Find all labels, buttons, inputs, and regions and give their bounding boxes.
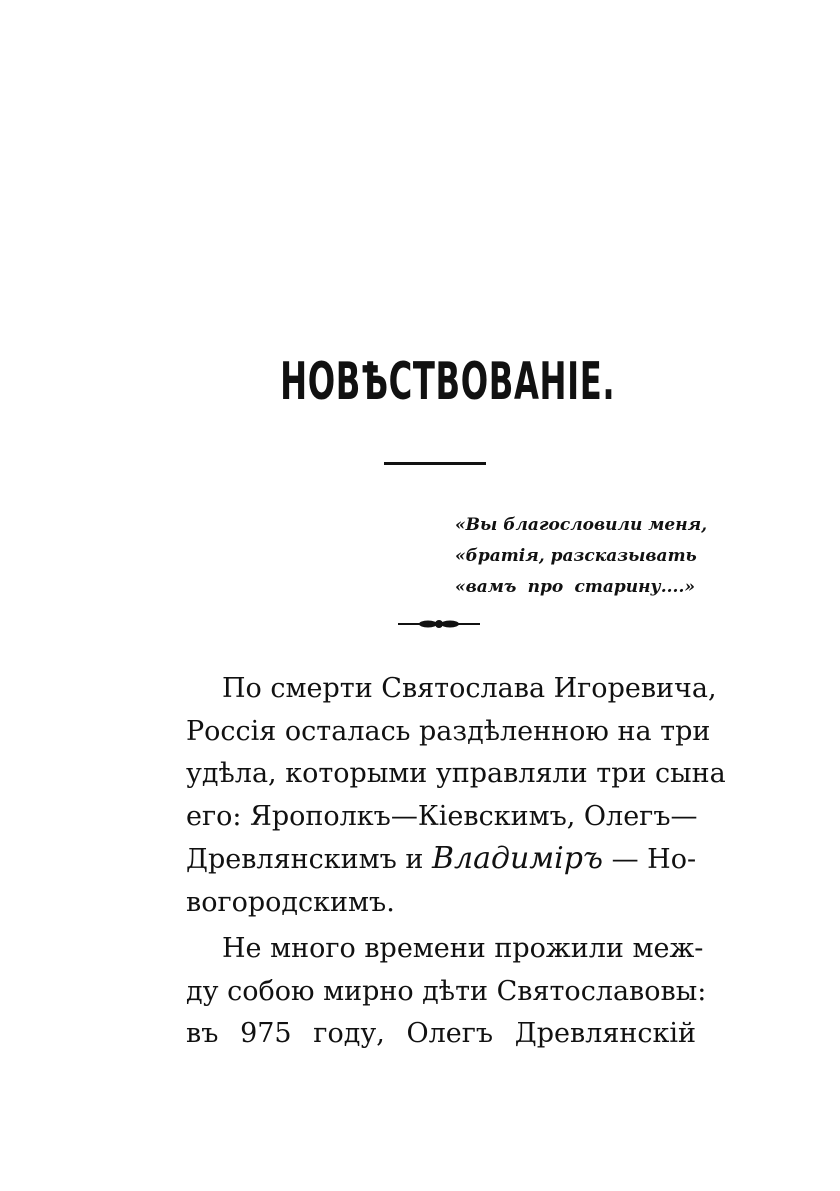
italic-name: Владиміръ: [431, 841, 603, 876]
epigraph-line: «Вы благословили меня,: [455, 515, 708, 535]
paragraph-line: удѣла, которыми управляли три сына: [186, 758, 726, 789]
paragraph-line: ду собою мирно дѣти Святославовы:: [186, 975, 707, 1007]
ornament-divider: [398, 618, 480, 630]
paragraph-line: Россія осталась раздѣленною на три: [186, 715, 711, 747]
epigraph-line: «вамъ про старину....»: [455, 577, 695, 597]
paragraph-line: Не много времени прожили меж-: [222, 933, 704, 964]
paragraph-line: По смерти Святослава Игоревича,: [222, 673, 717, 704]
paragraph-line-mixed: [186, 838, 696, 882]
paragraph-line: вогородскимъ.: [186, 886, 395, 918]
chapter-title: НОВѢСТВОВАНІЕ.: [280, 352, 616, 412]
paragraph-line: его: Ярополкъ—Кіевскимъ, Олегъ—: [186, 800, 698, 832]
text-run: Древлянскимъ и: [186, 844, 432, 875]
title-rule: [384, 462, 486, 465]
epigraph: [455, 510, 708, 603]
body-text: [186, 668, 726, 1056]
text-run: — Но-: [602, 844, 697, 875]
paragraph-line: въ 975 году, Олегъ Древлянскій: [186, 1018, 696, 1049]
epigraph-line: «братія, разсказывать: [455, 546, 697, 566]
